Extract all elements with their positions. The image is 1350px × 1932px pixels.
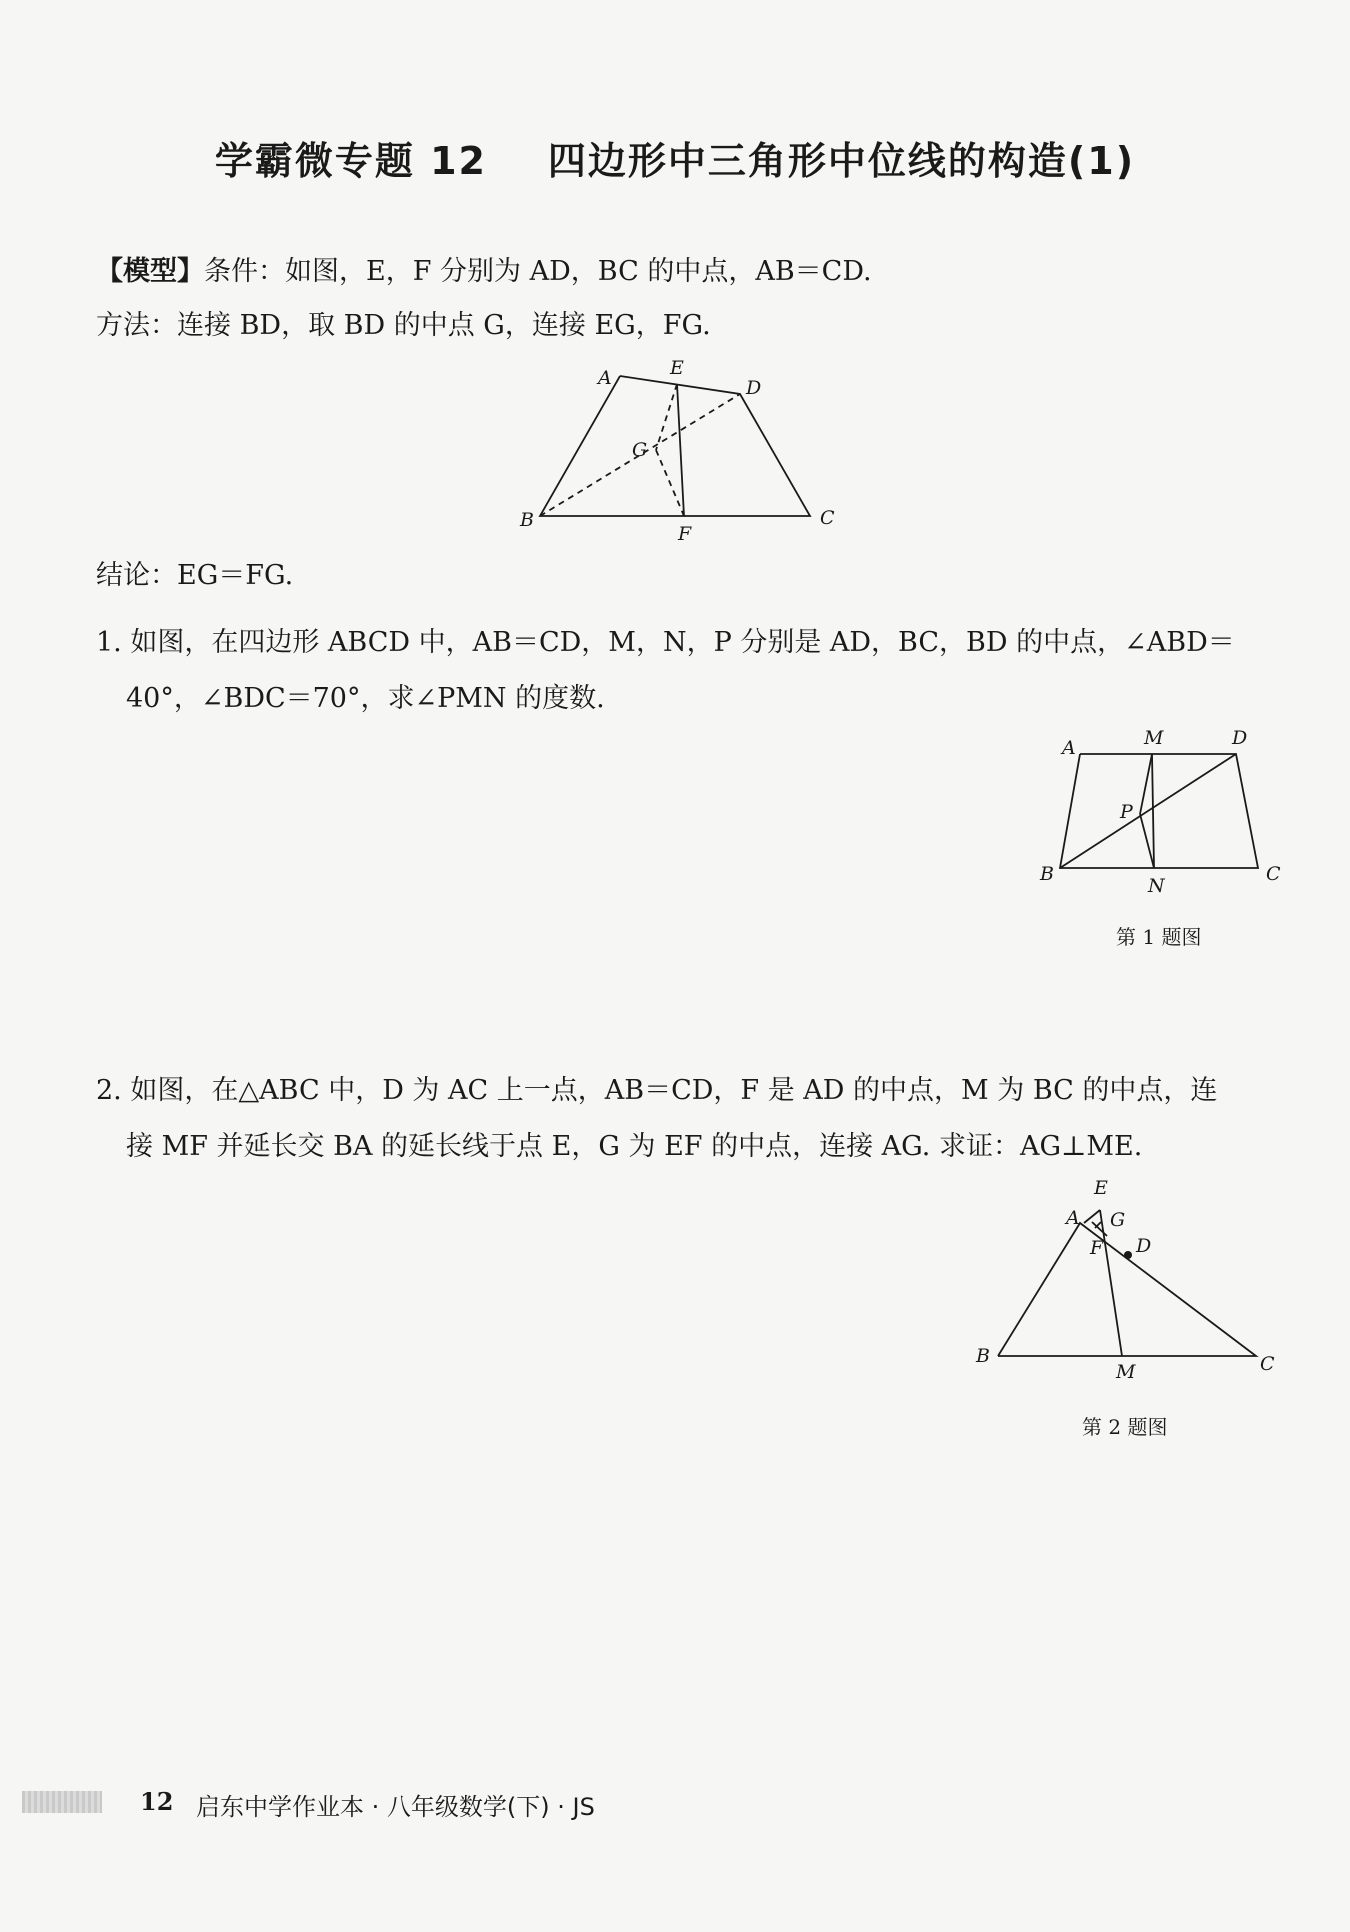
footer-decoration — [22, 1791, 102, 1813]
label-C: C — [820, 507, 835, 529]
model-tag: 【模型】 — [96, 256, 204, 287]
label-D: D — [1136, 1235, 1152, 1257]
label-G: G — [1110, 1209, 1126, 1231]
model-condition-line — [96, 252, 872, 292]
label-N: N — [1148, 875, 1165, 897]
label-A: A — [598, 367, 612, 389]
label-F: F — [678, 523, 692, 545]
label-E: E — [1094, 1177, 1108, 1199]
problem1-line2: 40°，∠BDC＝70°，求∠PMN 的度数. — [126, 683, 605, 714]
model-condition: 条件：如图，E，F 分别为 AD，BC 的中点，AB＝CD. — [204, 256, 872, 287]
model-conclusion: 结论：EG＝FG. — [96, 560, 294, 591]
label-A: A — [1066, 1207, 1080, 1229]
problem2-line2: 接 MF 并延长交 BA 的延长线于点 E，G 为 EF 的中点，连接 AG. 求证：AG⊥ME. — [126, 1131, 1143, 1162]
page-title: 学霸微专题 12 四边形中三角形中位线的构造(1) — [214, 139, 1136, 183]
problem1-caption: 第 1 题图 — [1116, 925, 1202, 949]
label-M: M — [1144, 727, 1164, 749]
label-E: E — [670, 357, 684, 379]
label-F: F — [1090, 1237, 1104, 1259]
model-figure — [520, 357, 840, 545]
label-B: B — [1040, 863, 1054, 885]
book-title: 启东中学作业本 · 八年级数学(下) · JS — [196, 1793, 595, 1821]
label-G: G — [632, 439, 648, 461]
label-C: C — [1260, 1353, 1275, 1375]
problem2-caption: 第 2 题图 — [1082, 1415, 1168, 1439]
problem2-line1: 2. 如图，在△ABC 中，D 为 AC 上一点，AB＝CD，F 是 AD 的中点，M 为 BC 的中点，连 — [96, 1075, 1218, 1106]
problem1-figure — [1040, 727, 1281, 900]
problem1-line1: 1. 如图，在四边形 ABCD 中，AB＝CD，M，N，P 分别是 AD，BC，BD 的中点，∠ABD＝ — [96, 627, 1235, 658]
problem2-figure — [970, 1177, 1275, 1390]
label-D: D — [746, 377, 762, 399]
label-A: A — [1062, 737, 1076, 759]
point-D-marker — [1124, 1251, 1132, 1259]
label-B: B — [976, 1345, 990, 1367]
label-C: C — [1266, 863, 1281, 885]
label-D: D — [1232, 727, 1248, 749]
model-method: 方法：连接 BD，取 BD 的中点 G，连接 EG，FG. — [96, 310, 711, 341]
label-B: B — [520, 509, 534, 531]
label-P: P — [1120, 801, 1133, 823]
label-M: M — [1116, 1361, 1136, 1383]
page-number: 12 — [140, 1787, 174, 1816]
